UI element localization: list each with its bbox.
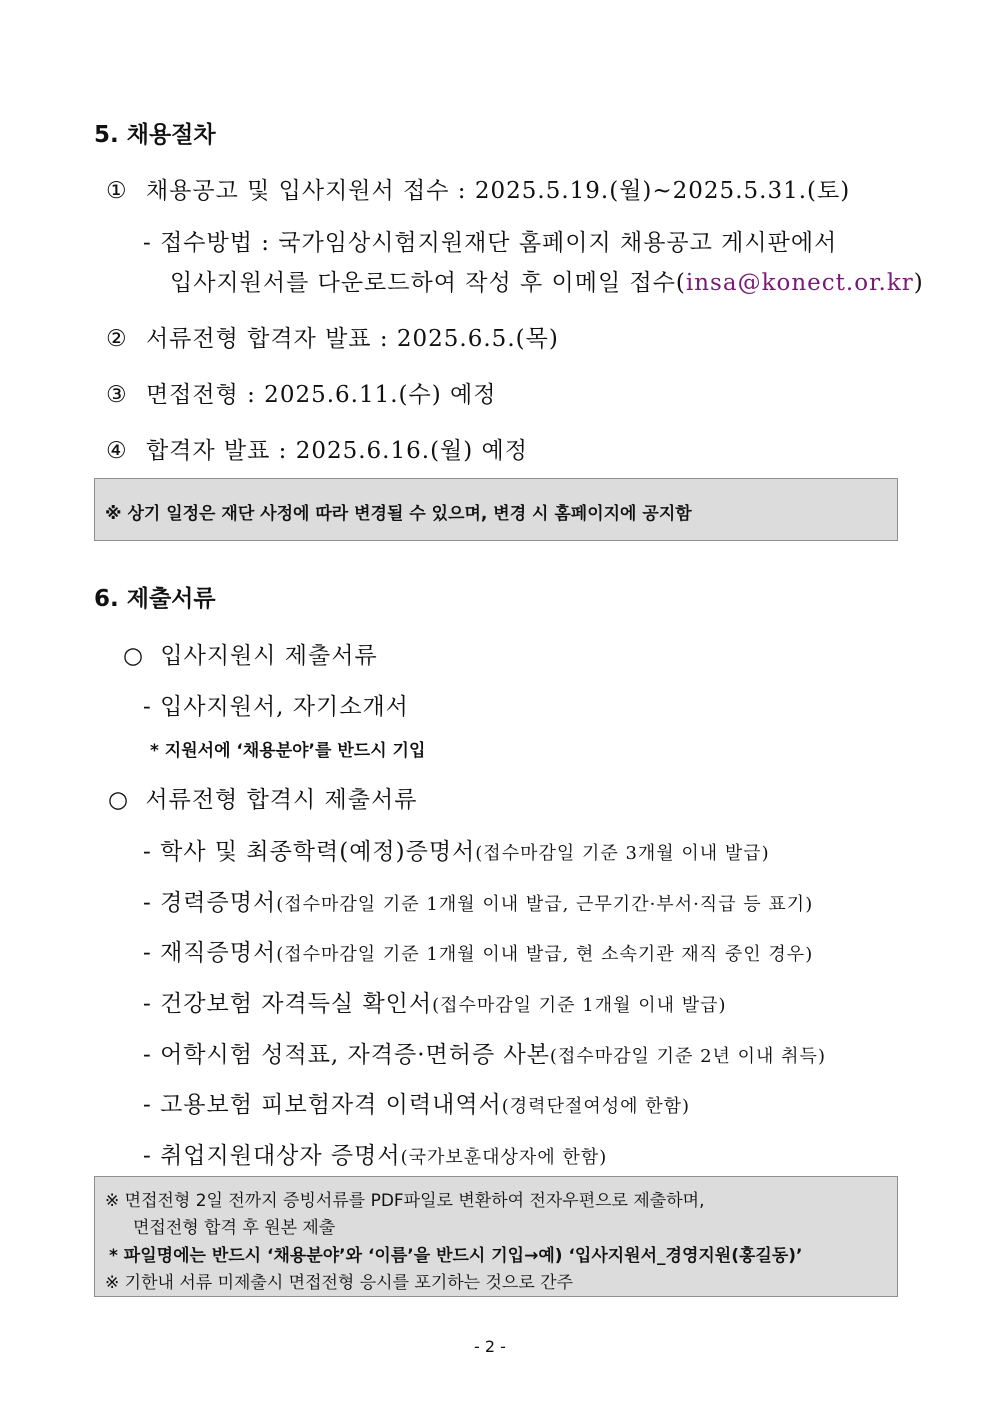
doc-detail: (접수마감일 기준 1개월 이내 발급) xyxy=(432,995,727,1016)
group1-item: - 입사지원서, 자기소개서 xyxy=(143,694,409,720)
note-line-1: ※ 면접전형 2일 전까지 증빙서류를 PDF파일로 변환하여 전자우편으로 제출하며, xyxy=(105,1191,705,1211)
method-line-1: - 접수방법 : 국가임상시험지원재단 홈페이지 채용공고 게시판에서 xyxy=(143,230,838,256)
doc-detail: (경력단절여성에 한함) xyxy=(501,1096,691,1117)
doc-item xyxy=(143,985,727,1018)
bullet-circle-icon: ○ xyxy=(123,643,145,669)
doc-item xyxy=(143,1137,607,1170)
step-2-text: 서류전형 합격자 발표 : 2025.6.5.(목) xyxy=(145,326,559,352)
step-4-text: 합격자 발표 : 2025.6.16.(월) 예정 xyxy=(145,438,528,464)
note-line-2: 면접전형 합격 후 원본 제출 xyxy=(133,1218,336,1238)
step-3 xyxy=(106,376,496,409)
submission-notes-box xyxy=(94,1176,898,1297)
email-link[interactable]: insa@konect.or.kr xyxy=(685,270,914,296)
step-2 xyxy=(106,320,559,353)
doc-item xyxy=(143,934,813,967)
section6-title: 6. 제출서류 xyxy=(94,586,216,612)
group1-heading xyxy=(123,637,378,670)
group1-title: 입사지원시 제출서류 xyxy=(160,643,378,669)
doc-detail: (국가보훈대상자에 한함) xyxy=(400,1147,608,1168)
doc-main: - 재직증명서 xyxy=(143,940,277,966)
method-close: ) xyxy=(913,270,924,296)
doc-item xyxy=(143,833,770,866)
doc-main: - 고용보험 피보험자격 이력내역서 xyxy=(143,1092,502,1118)
step-1-text: 채용공고 및 입사지원서 접수 : 2025.5.19.(월)~2025.5.31.(토) xyxy=(145,178,851,204)
doc-item xyxy=(143,1036,826,1069)
doc-main: - 취업지원대상자 증명서 xyxy=(143,1143,401,1169)
step-2-marker: ② xyxy=(106,326,128,352)
doc-detail: (접수마감일 기준 1개월 이내 발급, 현 소속기관 재직 중인 경우) xyxy=(276,944,814,965)
doc-main: - 건강보험 자격득실 확인서 xyxy=(143,991,433,1017)
doc-item xyxy=(143,1086,690,1119)
step-3-text: 면접전형 : 2025.6.11.(수) 예정 xyxy=(145,382,497,408)
step-4-marker: ④ xyxy=(106,438,128,464)
method-line-2-text: 입사지원서를 다운로드하여 작성 후 이메일 접수( xyxy=(170,270,686,296)
step-1 xyxy=(106,172,850,205)
doc-main: - 학사 및 최종학력(예정)증명서 xyxy=(143,839,476,865)
doc-item xyxy=(143,884,813,917)
page-number: - 2 - xyxy=(474,1337,506,1356)
group1-note: * 지원서에 ‘채용분야’를 반드시 기입 xyxy=(150,741,426,761)
method-line-2 xyxy=(170,264,924,297)
group2-title: 서류전형 합격시 제출서류 xyxy=(145,787,418,813)
bullet-circle-icon: ○ xyxy=(108,787,130,813)
doc-detail: (접수마감일 기준 1개월 이내 발급, 근무기간·부서·직급 등 표기) xyxy=(276,894,814,915)
step-4 xyxy=(106,432,528,465)
note-line-4: ※ 기한내 서류 미제출시 면접전형 응시를 포기하는 것으로 간주 xyxy=(105,1273,574,1293)
group2-heading xyxy=(108,781,417,814)
schedule-notice-box xyxy=(94,478,898,541)
doc-detail: (접수마감일 기준 2년 이내 취득) xyxy=(549,1046,826,1067)
schedule-notice: ※ 상기 일정은 재단 사정에 따라 변경될 수 있으며, 변경 시 홈페이지에 공지함 xyxy=(105,504,692,524)
doc-main: - 어학시험 성적표, 자격증·면허증 사본 xyxy=(143,1042,550,1068)
doc-detail: (접수마감일 기준 3개월 이내 발급) xyxy=(475,843,770,864)
step-1-marker: ① xyxy=(106,178,128,204)
step-3-marker: ③ xyxy=(106,382,128,408)
note-line-3: * 파일명에는 반드시 ‘채용분야’와 ‘이름’을 반드시 기입→예) ‘입사지원서_경영지원(홍길동)’ xyxy=(109,1246,803,1266)
section5-title: 5. 채용절차 xyxy=(94,122,216,148)
doc-main: - 경력증명서 xyxy=(143,890,277,916)
